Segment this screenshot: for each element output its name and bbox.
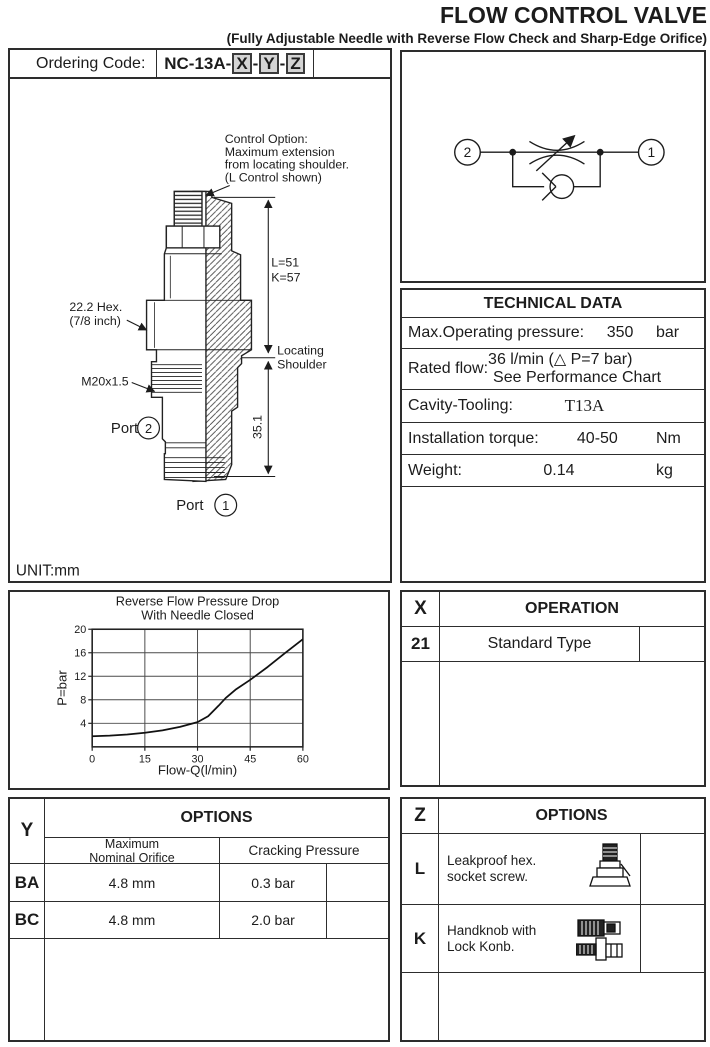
operation-row-key: 21 (402, 627, 440, 662)
chart-xtick-label: 30 (191, 753, 204, 766)
tech-value-line1: 36 l/min (△ P=7 bar) (488, 350, 633, 368)
ordering-code-prefix: NC-13A- (164, 53, 232, 73)
control-note-line1: Control Option: (224, 131, 308, 146)
tech-value: 40-50 (576, 429, 618, 447)
control-note-line4: (L Control shown) (224, 170, 322, 185)
y-options-table (8, 797, 390, 1042)
ordering-code-label: Ordering Code: (10, 50, 157, 77)
control-note-leader-arrow (206, 186, 230, 196)
bypass-line-right (574, 152, 601, 186)
z-options-table (400, 797, 706, 1042)
chart-xtick-label: 15 (138, 753, 151, 766)
operation-table (400, 590, 706, 787)
check-seat-line2 (542, 187, 556, 201)
z-options-header: OPTIONS (439, 799, 704, 834)
y-row-empty-cell (327, 902, 388, 939)
junction-dot-left (509, 149, 516, 156)
chart-ytick-label: 16 (74, 647, 87, 660)
performance-chart-box (8, 590, 390, 790)
y-row-key: BA (10, 864, 45, 902)
chart-ytick-label: 8 (80, 694, 87, 707)
z-col-key: Z (402, 799, 439, 834)
technical-data-header: TECHNICAL DATA (402, 290, 704, 318)
z-row-text-line2: socket screw. (447, 869, 529, 884)
port2-number: 2 (144, 420, 153, 436)
z-row-content-l (439, 834, 641, 905)
valve-cross-section-drawing (10, 79, 390, 581)
y-col-key: Y (10, 799, 45, 864)
tech-row-max-pressure (402, 318, 704, 349)
valve-drawing-box (8, 77, 392, 583)
operation-row-label: Standard Type (440, 627, 640, 662)
ordering-code-y: Y (259, 53, 278, 75)
tech-row-rated-flow (402, 349, 704, 390)
tech-value: 0.14 (543, 461, 575, 479)
y-subheader-orifice (45, 838, 220, 864)
check-ball-circle (550, 175, 574, 199)
bypass-line-left (513, 152, 544, 186)
tech-unit: kg (656, 461, 673, 479)
hex-label-line2: (7/8 inch) (69, 314, 121, 329)
adjust-stem-threads (174, 191, 202, 226)
locating-shoulder-line1: Locating (277, 343, 324, 358)
tech-label: Max.Operating pressure: (408, 324, 585, 341)
z-row-empty-cell (641, 834, 704, 905)
z-fill (439, 973, 704, 1040)
z-row-key: L (402, 834, 439, 905)
symbol-port1-number: 1 (647, 145, 656, 161)
unit-note: UNIT:mm (15, 562, 80, 580)
z-row-text-line1: Leakproof hex. (447, 853, 537, 869)
control-note-line2: Maximum extension (224, 144, 335, 159)
tech-value: 350 (606, 324, 634, 341)
z-row-text-line2: Lock Konb. (447, 938, 515, 954)
y-row-orifice: 4.8 mm (45, 902, 220, 939)
y-options-header: OPTIONS (45, 799, 388, 838)
ordering-code-z: Z (286, 53, 304, 75)
y-row-empty-cell (327, 864, 388, 902)
port1-number: 1 (222, 498, 230, 514)
y-subheader-orifice-line1: Maximum (104, 836, 160, 851)
technical-data-table (400, 288, 706, 583)
chart-xtick-label: 0 (89, 753, 96, 766)
tech-label: Cavity-Tooling: (408, 397, 513, 414)
dim-351-value: 35.1 (250, 414, 265, 440)
tech-row-torque (402, 423, 704, 455)
control-note-line3: from locating shoulder. (224, 157, 350, 172)
operation-fill-left (402, 662, 440, 785)
hydraulic-symbol-box (400, 50, 706, 283)
handknob-icon (576, 914, 634, 964)
tech-unit: bar (656, 324, 680, 341)
ordering-code-x: X (232, 53, 251, 75)
page-title: FLOW CONTROL VALVE (439, 2, 707, 28)
z-fill-left (402, 973, 439, 1040)
y-fill (45, 939, 388, 1040)
hex-leader-arrow (127, 320, 147, 330)
chart-ytick-label: 12 (74, 671, 87, 684)
y-subheader-cracking: Cracking Pressure (220, 838, 388, 864)
z-row-text-line1: Handknob with (447, 922, 537, 938)
tech-value-line2: See Performance Chart (493, 369, 662, 386)
page-subtitle: (Fully Adjustable Needle with Reverse Flow Check and Sharp-Edge Orifice) (226, 31, 707, 46)
tech-value-multiline (488, 351, 661, 388)
operation-fill (440, 662, 704, 785)
locating-shoulder-line2: Shoulder (277, 357, 327, 372)
chart-yaxis-label: P=bar (54, 670, 70, 706)
ordering-code-value (157, 50, 314, 77)
junction-dot-right (597, 149, 604, 156)
chart-xaxis-label: Flow-Q(l/min) (157, 762, 238, 778)
reverse-flow-pressure-chart (10, 592, 388, 788)
tech-value: T13A (564, 396, 605, 415)
tech-row-weight (402, 455, 704, 487)
restrictor-arc-top (529, 141, 584, 150)
tech-label: Installation torque: (408, 429, 539, 447)
ordering-code-empty-cell (314, 50, 390, 77)
ordering-code-sep2: - (279, 53, 286, 73)
hydraulic-symbol (402, 52, 704, 281)
symbol-port2-number: 2 (463, 145, 472, 161)
tech-unit: Nm (656, 429, 681, 447)
chart-xtick-label: 45 (244, 753, 257, 766)
y-row-orifice: 4.8 mm (45, 864, 220, 902)
chart-ytick-label: 4 (80, 718, 87, 731)
y-row-key: BC (10, 902, 45, 939)
tech-label: Weight: (408, 461, 462, 479)
lock-nut (166, 226, 219, 248)
ordering-code-box (8, 48, 392, 79)
tech-label: Rated flow: (408, 360, 489, 377)
ordering-code-sep1: - (252, 53, 259, 73)
z-row-empty-cell (641, 905, 704, 973)
hex-socket-screw-icon (588, 842, 634, 896)
operation-header: OPERATION (440, 592, 704, 627)
port2-label: Port (110, 420, 139, 437)
dim-l-value: L=51 (271, 255, 300, 270)
dim-k-value: K=57 (271, 270, 301, 285)
restrictor-arc-bottom (529, 155, 584, 164)
chart-ytick-label: 20 (74, 624, 87, 637)
hex-label-line1: 22.2 Hex. (69, 300, 123, 315)
check-seat-line1 (542, 173, 556, 187)
adjustable-arrow (536, 137, 573, 171)
z-row-key: K (402, 905, 439, 973)
operation-col-key: X (402, 592, 440, 627)
chart-xtick-label: 60 (296, 753, 309, 766)
y-fill-left (10, 939, 45, 1040)
thread-label: M20x1.5 (81, 374, 129, 389)
y-row-cracking: 2.0 bar (220, 902, 327, 939)
chart-title-line: With Needle Closed (141, 607, 254, 623)
port1-label: Port (176, 498, 204, 515)
operation-row-empty-cell (640, 627, 704, 662)
y-row-cracking: 0.3 bar (220, 864, 327, 902)
y-subheader-orifice-line2: Nominal Orifice (89, 850, 175, 865)
chart-title-line: Reverse Flow Pressure Drop (115, 593, 280, 609)
tech-row-cavity (402, 390, 704, 423)
z-row-content-k (439, 905, 641, 973)
